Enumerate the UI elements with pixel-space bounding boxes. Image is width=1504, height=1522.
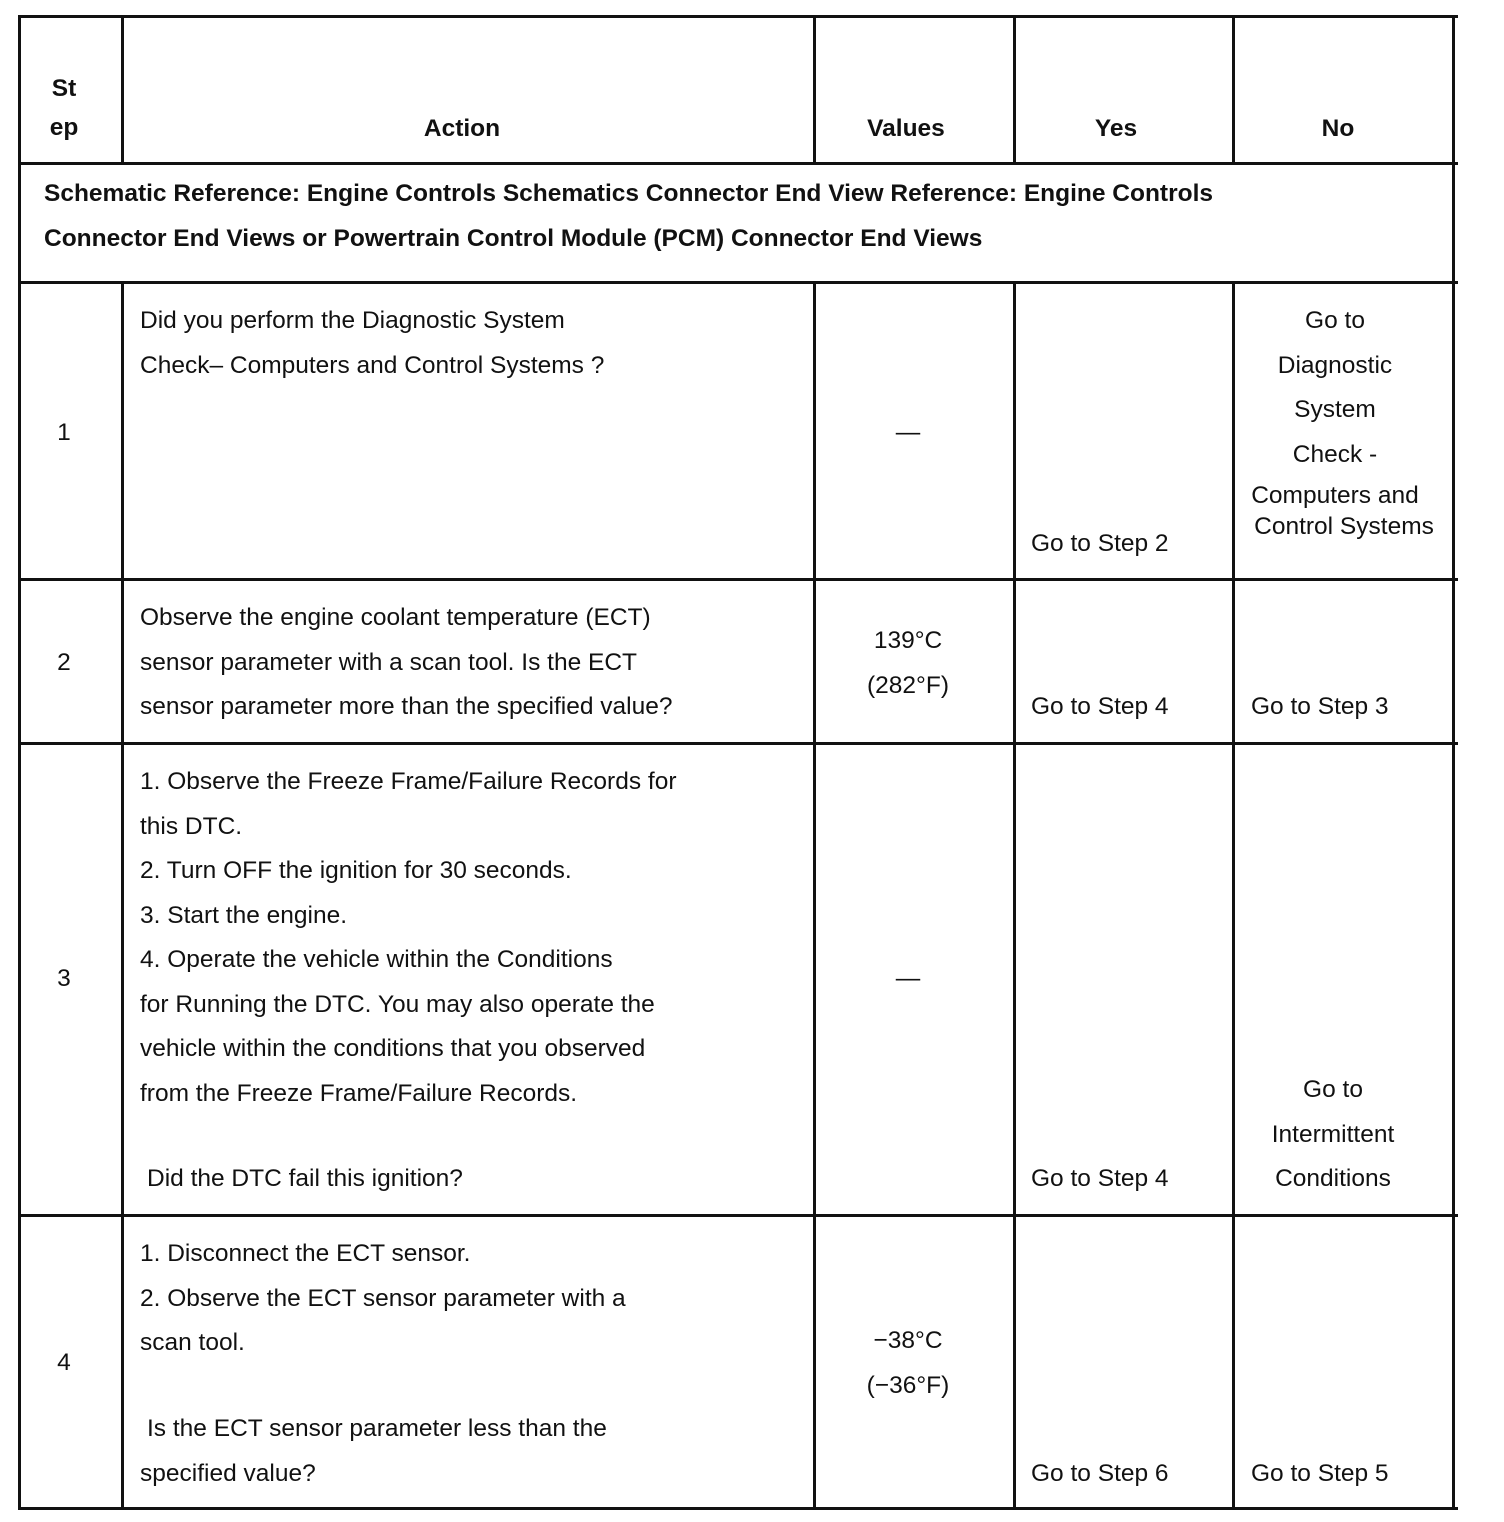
step-action: Observe the engine coolant temperature (ECT) sensor parameter with a scan tool. Is the ECT sensor parameter more than the specified value? [140,604,673,720]
row-divider [18,742,1458,745]
header-step: St ep [49,75,79,141]
step-number: 1 [57,419,71,446]
step-value: −38°C (−36°F) [866,1327,950,1399]
step-action: 1. Disconnect the ECT sensor. 2. Observe the ECT sensor parameter with a scan tool. [140,1240,626,1356]
column-divider [1013,281,1016,1510]
no-result-link[interactable]: Go to Diagnostic System Check - Computers and Control Systems [1251,307,1434,540]
reference-divider [18,281,1458,284]
row-divider [18,578,1458,581]
step-action: Did you perform the Diagnostic System Check– Computers and Control Systems ? [140,307,605,379]
no-result-link[interactable]: Go to Intermittent Conditions [1271,1076,1395,1192]
table-border-bottom [18,1507,1458,1510]
table-border-right [1452,15,1455,1510]
step-action: 1. Observe the Freeze Frame/Failure Records for this DTC. 2. Turn OFF the ignition for 30 seconds. 3. Start the engine. 4. Operate the vehicle within the Conditions for Running the DTC. You may also operate the vehicle within the conditions that you observed from the Freeze Frame/Failure Records. [140,768,677,1107]
step-value: — [895,419,921,446]
yes-result-link[interactable]: Go to Step 4 [1031,693,1169,720]
header-action: Action [423,115,501,142]
no-result-link[interactable]: Go to Step 5 [1251,1460,1389,1487]
step-value: 139°C (282°F) [867,627,949,699]
schematic-reference: Schematic Reference: Engine Controls Schematics Connector End View Reference: Engine Controls Connector End Views or Powertrain Control Module (PCM) Connector End Views [44,180,1214,252]
table-border-top [18,15,1458,18]
step-number: 2 [57,649,71,676]
table-border-left [18,15,21,1510]
header-yes: Yes [1094,115,1138,142]
header-divider [18,162,1458,165]
yes-result-link[interactable]: Go to Step 6 [1031,1460,1169,1487]
step-number: 3 [57,965,71,992]
yes-result-link[interactable]: Go to Step 2 [1031,530,1169,557]
step-question: Is the ECT sensor parameter less than the specified value? [140,1415,607,1487]
step-number: 4 [57,1349,71,1376]
row-divider [18,1214,1458,1217]
step-question: Did the DTC fail this ignition? [147,1165,463,1192]
header-values: Values [867,115,945,142]
no-result-link[interactable]: Go to Step 3 [1251,693,1389,720]
step-value: — [895,965,921,992]
column-divider [121,281,124,1510]
header-no: No [1321,115,1355,142]
yes-result-link[interactable]: Go to Step 4 [1031,1165,1169,1192]
